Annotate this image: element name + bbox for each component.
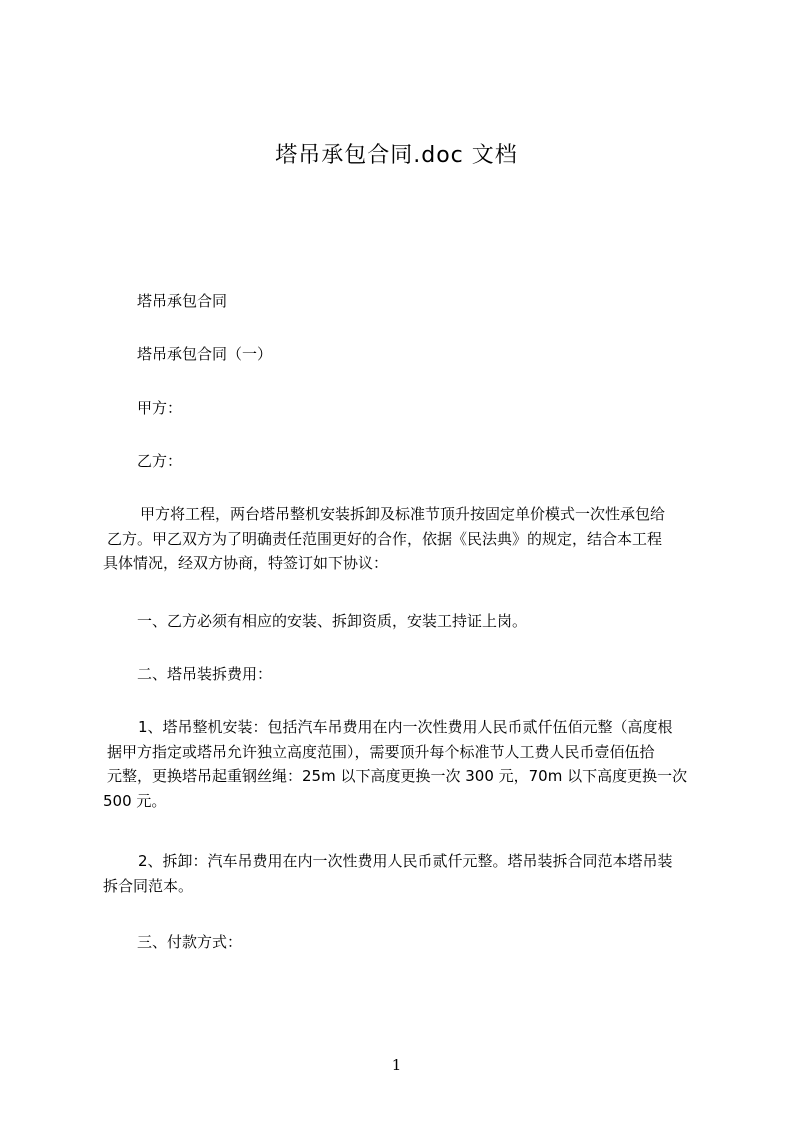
fee-item-1-line-2: 据甲方指定或塔吊允许独立高度范围），需要顶升每个标准节人工费人民币壹佰伍拾 xyxy=(107,742,655,761)
clause-1: 一、乙方必须有相应的安装、拆卸资质，安装工持证上岗。 xyxy=(137,612,528,630)
fee-item-2-line-2: 拆合同范本。 xyxy=(103,876,194,895)
party-b-label: 乙方： xyxy=(137,452,183,470)
fee-item-1 xyxy=(103,715,723,813)
intro-paragraph xyxy=(103,502,723,576)
contract-subheading: 塔吊承包合同（一） xyxy=(137,345,273,363)
contract-heading: 塔吊承包合同 xyxy=(137,292,228,310)
clause-3: 三、付款方式： xyxy=(137,933,243,951)
fee-item-1-line-4: 500 元。 xyxy=(103,791,167,810)
fee-item-1-line-1: 1、塔吊整机安装：包括汽车吊费用在内一次性费用人民币贰仟伍佰元整（高度根 xyxy=(138,718,673,736)
document-title: 塔吊承包合同.doc 文档 xyxy=(275,143,518,168)
page-number: 1 xyxy=(391,1056,402,1074)
intro-line-1: 甲方将工程，两台塔吊整机安装拆卸及标准节顶升按固定单价模式一次性承包给 xyxy=(140,505,666,523)
party-a-label: 甲方： xyxy=(137,399,183,417)
intro-line-2: 乙方。甲乙双方为了明确责任范围更好的合作，依据《民法典》的规定，结合本工程 xyxy=(107,529,663,548)
fee-item-2 xyxy=(103,849,723,898)
clause-2: 二、塔吊装拆费用： xyxy=(137,665,273,683)
fee-item-1-line-3: 元整，更换塔吊起重钢丝绳：25m 以下高度更换一次 300 元，70m 以下高度更换一次 xyxy=(107,767,688,785)
intro-line-3: 具体情况，经双方协商，特签订如下协议： xyxy=(103,554,389,572)
fee-item-2-line-1: 2、拆卸：汽车吊费用在内一次性费用人民币贰仟元整。塔吊装拆合同范本塔吊装 xyxy=(138,852,673,870)
